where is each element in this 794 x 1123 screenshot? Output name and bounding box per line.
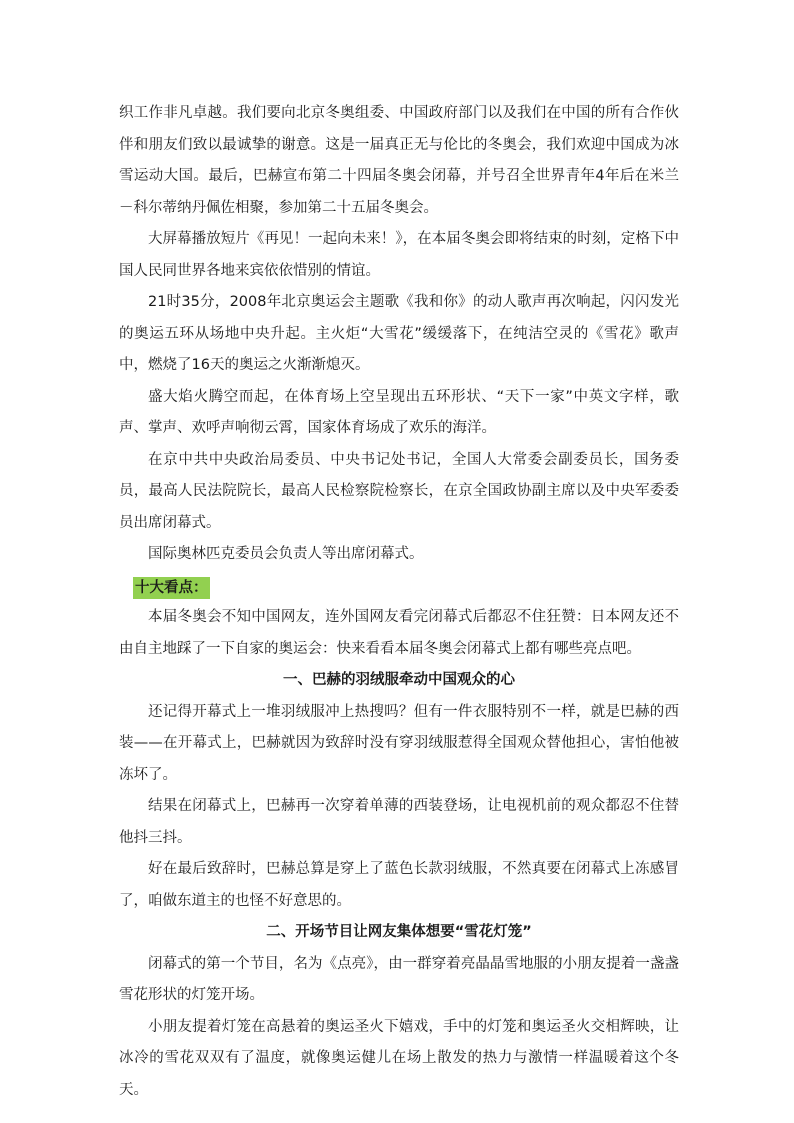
highlight-heading-row — [119, 571, 679, 603]
highlight-heading: 十大看点： — [133, 577, 210, 599]
paragraph-fireworks: 盛大焰火腾空而起，在体育场上空呈现出五环形状、“天下一家”中英文字样，歌声、掌声、欢呼声响彻云霄，国家体育场成了欢乐的海洋。 — [119, 388, 679, 436]
section-1-paragraph: 结果在闭幕式上，巴赫再一次穿着单薄的西装登场，让电视机前的观众都忍不住替他抖三抖。 — [119, 798, 679, 846]
paragraph-flame-extinguished: 21时35分，2008年北京奥运会主题歌《我和你》的动人歌声再次响起，闪闪发光的奥运五环从场地中央升起。主火炬“大雪花”缓缓落下，在纯洁空灵的《雪花》歌声中，燃烧了16天的奥运之火渐渐熄灭。 — [119, 294, 679, 373]
section-1-paragraph: 还记得开幕式上一堆羽绒服冲上热搜吗？但有一件衣服特别不一样，就是巴赫的西装——在开幕式上，巴赫就因为致辞时没有穿羽绒服惹得全国观众替他担心，害怕他被冻坏了。 — [119, 703, 679, 783]
paragraph-bach-speech: 织工作非凡卓越。我们要向北京冬奥组委、中国政府部门以及我们在中国的所有合作伙伴和朋友们致以最诚挚的谢意。这是一届真正无与伦比的冬奥会，我们欢迎中国成为冰雪运动大国。最后，巴赫宣布第二十四届冬奥会闭幕，并号召全世界青年4年后在米兰－科尔蒂纳丹佩佐相聚，参加第二十五届冬奥会。 — [119, 105, 679, 216]
section-2-paragraph: 小朋友提着灯笼在高悬着的奥运圣火下嬉戏，手中的灯笼和奥运圣火交相辉映，让冰冷的雪花双双有了温度，就像奥运健儿在场上散发的热力与激情一样温暖着这个冬天。 — [119, 1018, 679, 1098]
section-1-paragraph: 好在最后致辞时，巴赫总算是穿上了蓝色长款羽绒服，不然真要在闭幕式上冻感冒了，咱做东道主的也怪不好意思的。 — [119, 861, 679, 909]
document-body — [119, 98, 679, 1106]
section-1-title: 一、巴赫的羽绒服牵动中国观众的心 — [283, 672, 515, 688]
paragraph-ioc: 国际奥林匹克委员会负责人等出席闭幕式。 — [148, 546, 424, 562]
section-2-paragraph: 闭幕式的第一个节目，名为《点亮》，由一群穿着亮晶晶雪地服的小朋友提着一盏盏雪花形状的灯笼开场。 — [119, 955, 679, 1003]
section-2-title: 二、开场节目让网友集体想要“雪花灯笼” — [266, 924, 532, 940]
paragraph-attendees: 在京中共中央政治局委员、中央书记处书记，全国人大常委会副委员长，国务委员，最高人民法院院长，最高人民检察院检察长，在京全国政协副主席以及中央军委委员出席闭幕式。 — [119, 451, 679, 531]
paragraph-intro: 本届冬奥会不知中国网友，连外国网友看完闭幕式后都忍不住狂赞：日本网友还不由自主地踩了一下自家的奥运会：快来看看本届冬奥会闭幕式上都有哪些亮点吧。 — [119, 609, 679, 657]
paragraph-short-film: 大屏幕播放短片《再见！一起向未来！》，在本届冬奥会即将结束的时刻，定格下中国人民同世界各地来宾依依惜别的情谊。 — [119, 231, 679, 279]
